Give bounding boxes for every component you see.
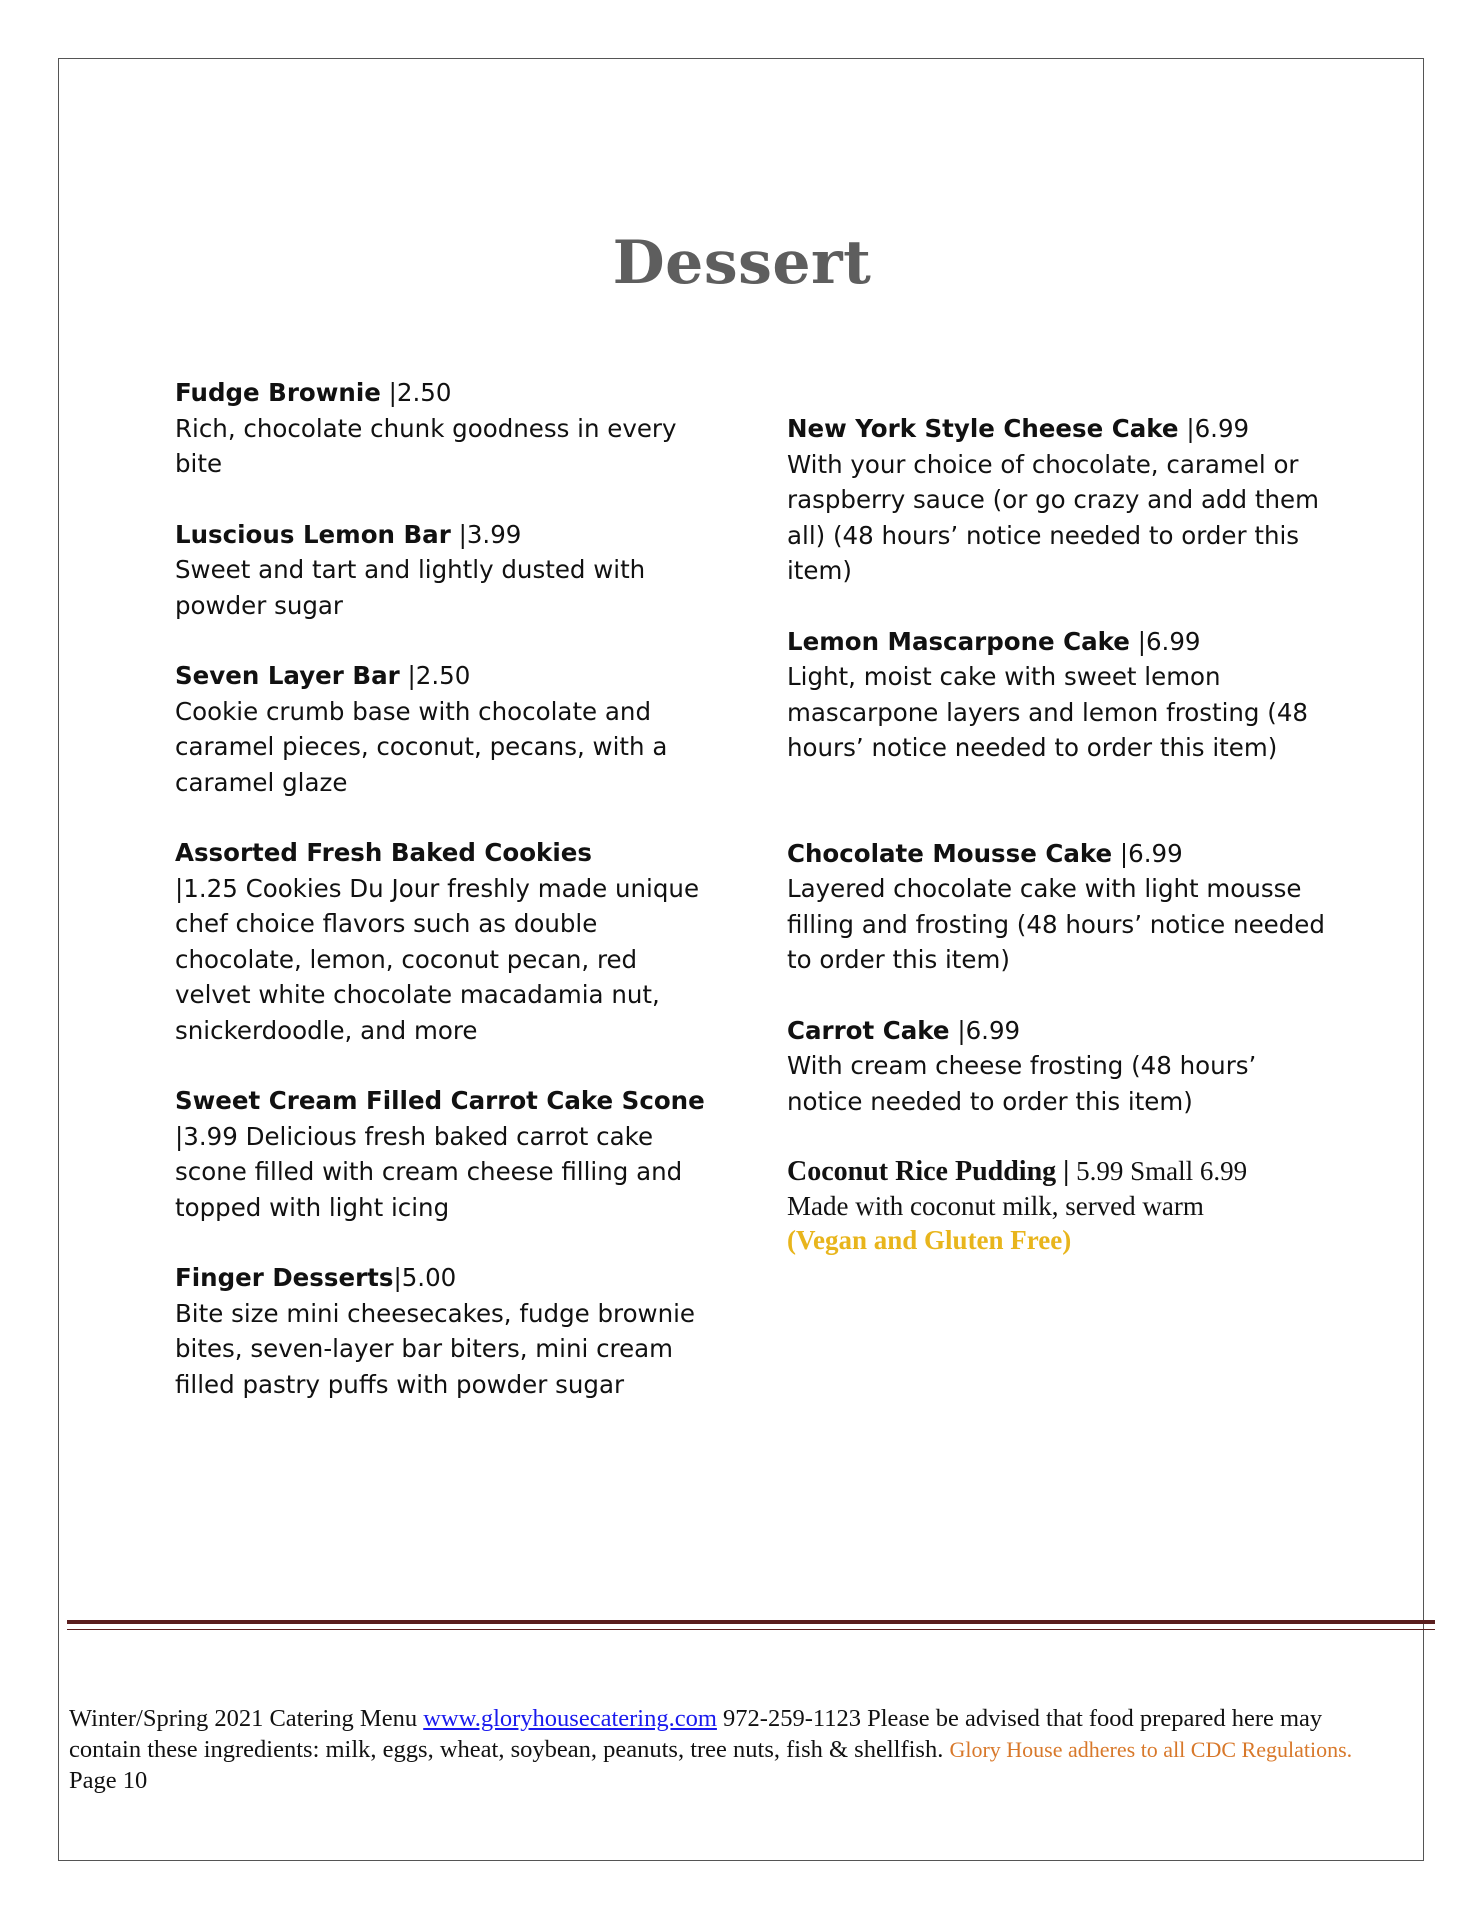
item-price: |6.99 xyxy=(1178,414,1250,443)
menu-item-coconut-rice-pudding xyxy=(787,1154,1327,1257)
item-description: Sweet and tart and lightly dusted with powder sugar xyxy=(175,555,646,620)
item-description: With your choice of chocolate, caramel or raspberry sauce (or go crazy and add them all) (48 hours’ notice needed to order this item) xyxy=(787,449,1319,585)
menu-item-finger-desserts xyxy=(175,1260,715,1402)
menu-item-cookies xyxy=(175,835,715,1048)
footer xyxy=(69,1703,1389,1796)
item-description: Cookie crumb base with chocolate and caramel pieces, coconut, pecans, with a caramel glaze xyxy=(175,696,668,797)
item-price: |3.99 xyxy=(450,519,522,549)
item-description: Cookies Du Jour freshly made unique chef choice flavors such as double chocolate, lemon, coconut pecan, red velvet white chocolate macadamia nut, snickerdoodle, and more xyxy=(175,873,700,1045)
item-name: Finger Desserts xyxy=(175,1263,394,1292)
item-name: Assorted Fresh Baked Cookies xyxy=(175,838,592,867)
left-menu-column xyxy=(175,375,715,1437)
page-number: Page 10 xyxy=(69,1767,148,1794)
website-link[interactable]: www.gloryhousecatering.com xyxy=(423,1705,717,1732)
item-name: Carrot Cake xyxy=(787,1015,950,1045)
right-menu-column xyxy=(787,411,1327,1292)
item-name: Luscious Lemon Bar xyxy=(175,519,451,549)
item-name: Chocolate Mousse Cake xyxy=(787,838,1113,868)
item-price: 5.99 Small 6.99 xyxy=(1069,1156,1248,1186)
menu-item-chocolate-mousse-cake xyxy=(787,836,1327,978)
item-description: With cream cheese frosting (48 hours’ notice needed to order this item) xyxy=(787,1051,1257,1116)
item-price: |5.00 xyxy=(393,1263,457,1292)
item-name: Coconut Rice Pudding | xyxy=(787,1156,1070,1187)
vegan-gluten-free-note: (Vegan and Gluten Free) xyxy=(787,1225,1072,1255)
footer-divider-thin xyxy=(67,1629,1435,1630)
page-title: Dessert xyxy=(612,228,872,298)
item-name: Lemon Mascarpone Cake xyxy=(787,626,1130,656)
menu-item-seven-layer-bar xyxy=(175,658,715,800)
item-price: |1.25 xyxy=(175,873,238,903)
menu-label: Winter/Spring 2021 Catering Menu xyxy=(69,1705,418,1732)
item-price: |2.50 xyxy=(399,661,471,690)
item-name: New York Style Cheese Cake xyxy=(787,414,1179,443)
menu-item-fudge-brownie xyxy=(175,375,715,482)
item-description: Bite size mini cheesecakes, fudge brownie bites, seven-layer bar biters, mini cream filled pastry puffs with powder sugar xyxy=(175,1298,696,1399)
item-name: Seven Layer Bar xyxy=(175,661,400,690)
menu-item-ny-cheesecake xyxy=(787,411,1327,589)
item-price: |3.99 xyxy=(175,1121,238,1151)
item-price: |2.50 xyxy=(380,378,452,407)
footer-divider-thick xyxy=(67,1620,1435,1624)
item-description: Light, moist cake with sweet lemon mascarpone layers and lemon frosting (48 hours’ notice needed to order this item) xyxy=(787,662,1309,762)
item-price: |6.99 xyxy=(1112,838,1183,868)
item-description: Made with coconut milk, served warm xyxy=(787,1191,1204,1221)
menu-item-carrot-cake-scone xyxy=(175,1083,715,1225)
menu-item-lemon-bar xyxy=(175,517,715,624)
cdc-note: Glory House adheres to all CDC Regulations. xyxy=(949,1737,1353,1762)
allergen-notice: 972-259-1123 Please be advised that food prepared here may contain these ingredients: milk, eggs, wheat, soybean, peanuts, tree nuts, fish & shellfish. xyxy=(69,1705,1323,1763)
item-name: Sweet Cream Filled Carrot Cake Scone xyxy=(175,1086,705,1115)
item-description: Layered chocolate cake with light mousse filling and frosting (48 hours’ notice needed to order this item) xyxy=(787,874,1325,974)
item-price: |6.99 xyxy=(1129,626,1201,656)
item-description: Rich, chocolate chunk goodness in every bite xyxy=(175,413,677,478)
item-name: Fudge Brownie xyxy=(175,378,381,407)
item-price: |6.99 xyxy=(949,1015,1021,1045)
menu-item-carrot-cake xyxy=(787,1013,1327,1120)
menu-item-lemon-mascarpone-cake xyxy=(787,624,1327,766)
item-description: Delicious fresh baked carrot cake scone filled with cream cheese filling and topped with light icing xyxy=(175,1121,683,1222)
